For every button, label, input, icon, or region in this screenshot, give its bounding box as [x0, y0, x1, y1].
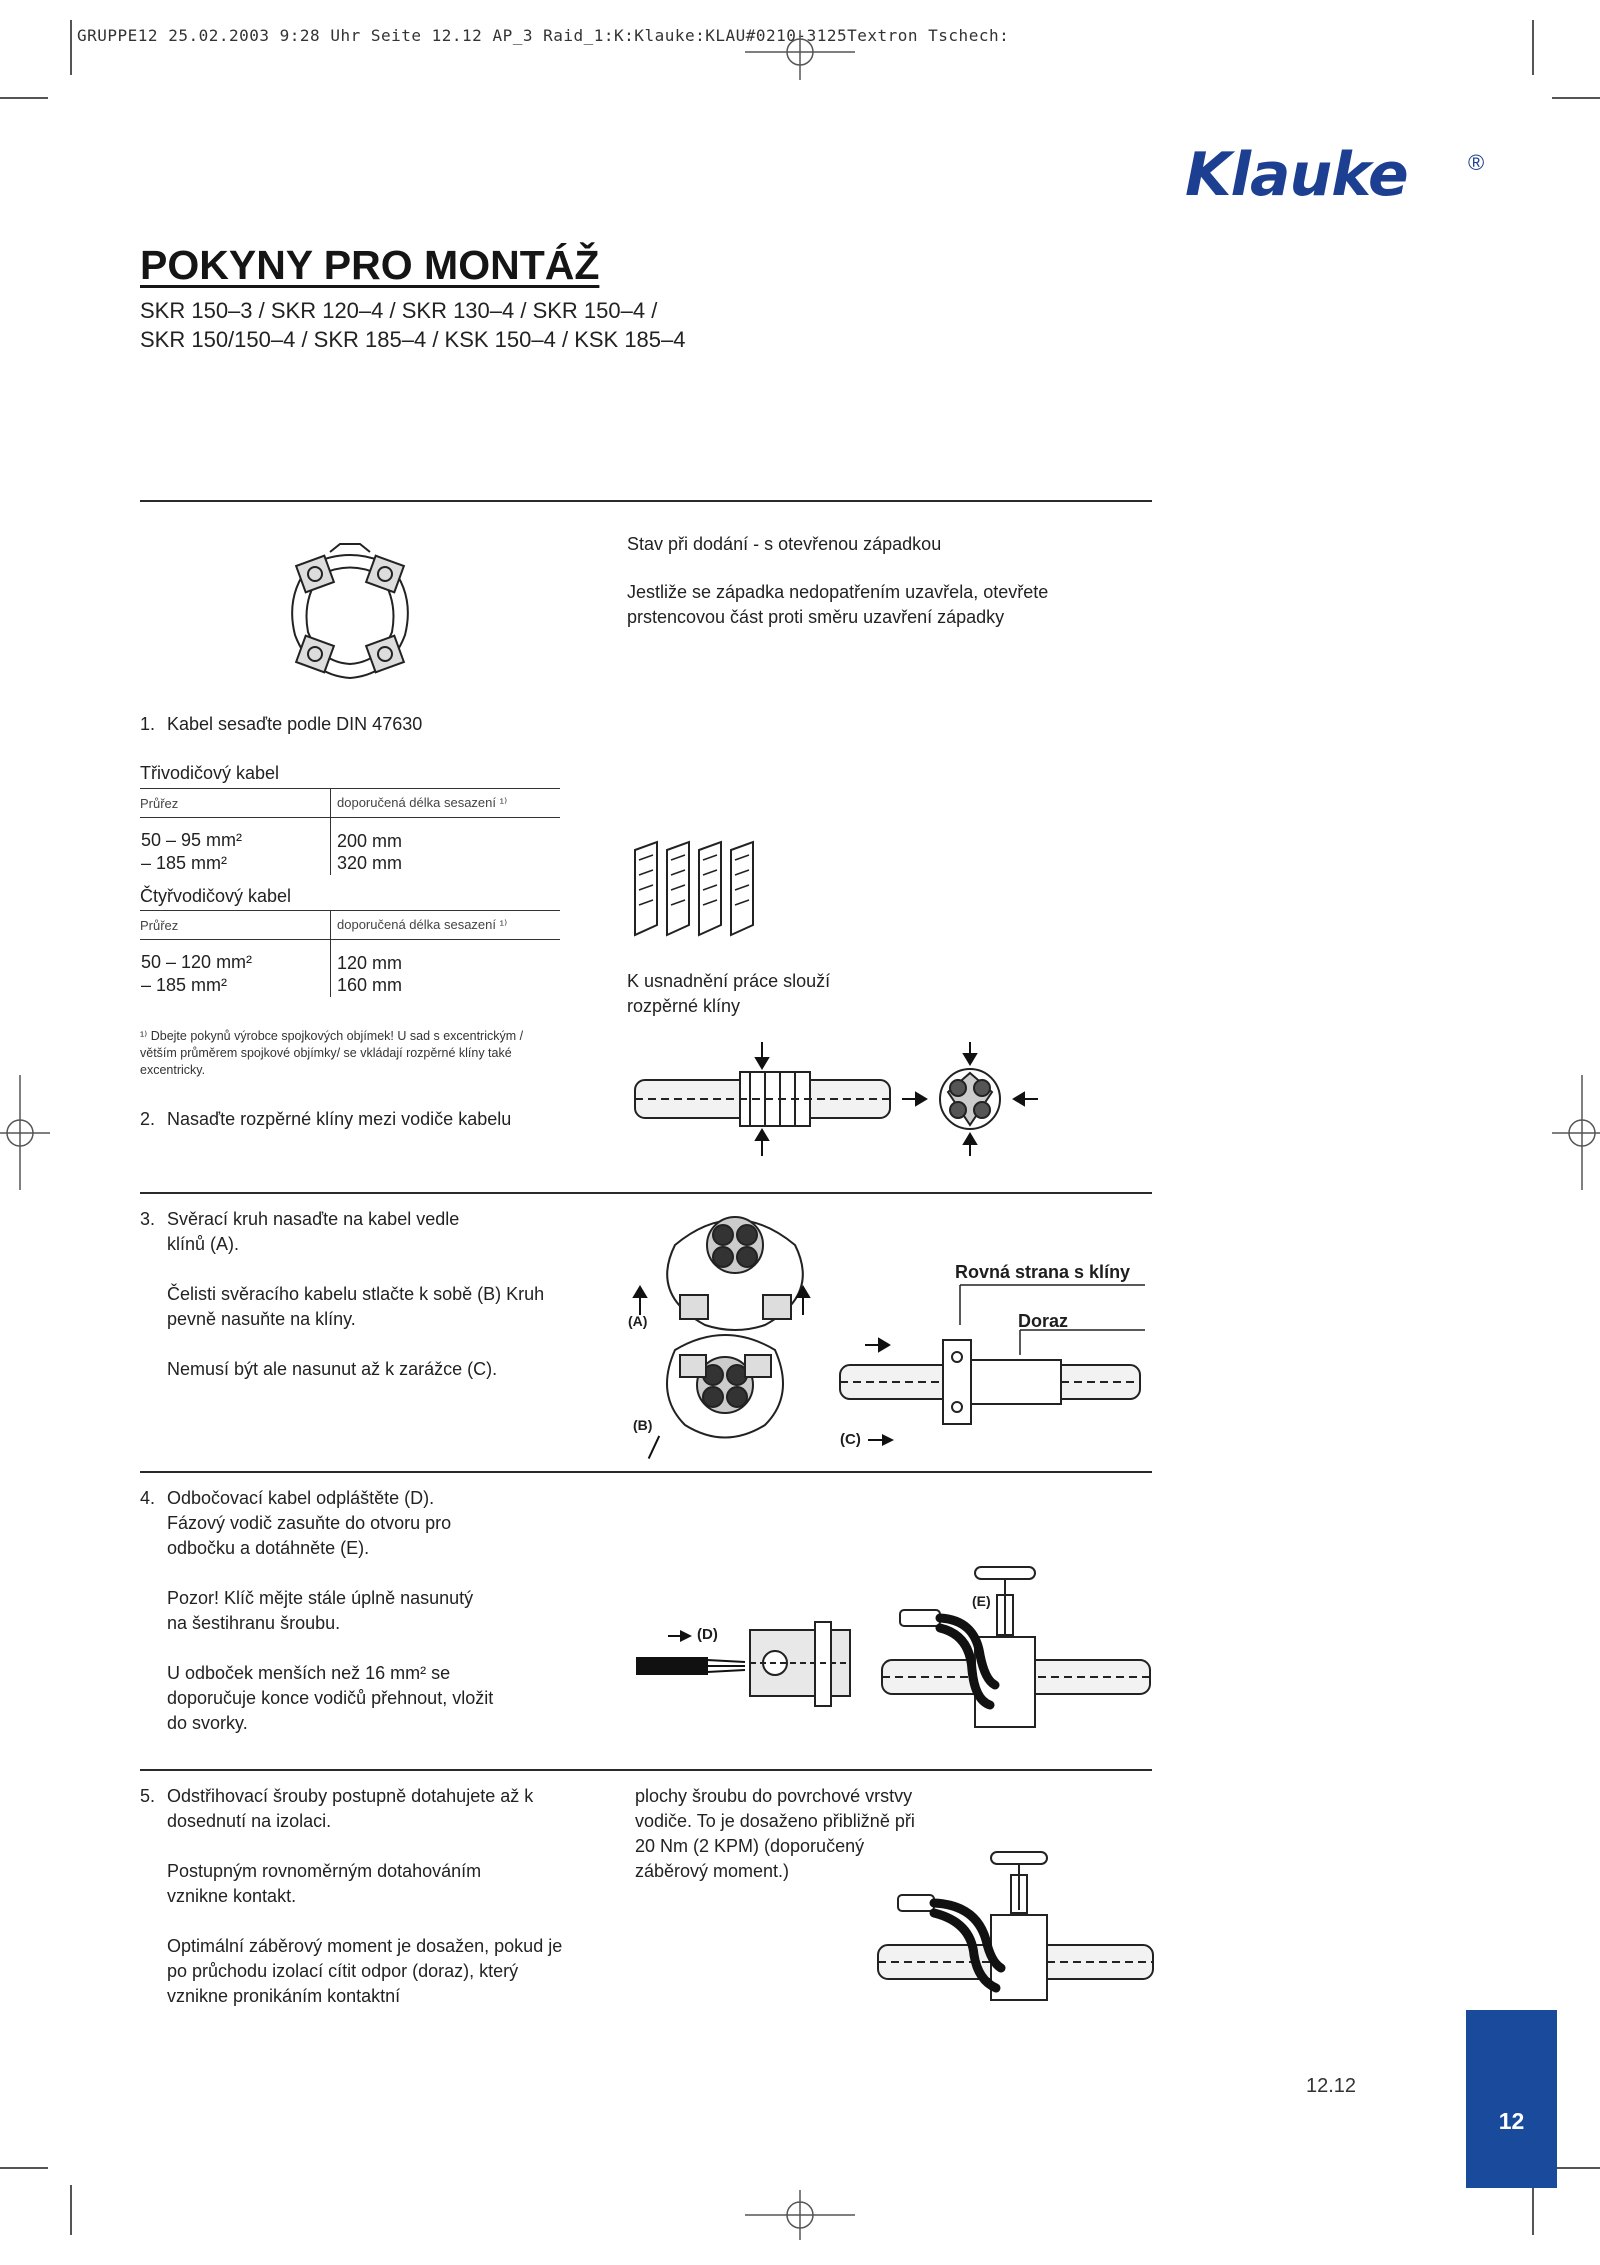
three-core-label: Třivodičový kabel	[140, 763, 280, 783]
klauke-logo	[1185, 140, 1408, 210]
step-number: 2.	[140, 1109, 156, 1129]
subtitle-line-1: SKR 150–3 / SKR 120–4 / SKR 130–4 / SKR 150–4 /	[140, 298, 658, 323]
table-cell: 120 mm	[337, 952, 403, 973]
branch-cable-stripped-figure	[635, 1620, 860, 1710]
step-4	[140, 1486, 580, 1736]
step-4-para-2: Pozor! Klíč mějte stále úplně nasunutý na šestihranu šroubu.	[167, 1588, 474, 1633]
logo-text: Klauke	[1185, 140, 1408, 210]
footnote-text: Dbejte pokynů výrobce spojkových objímek! U sad s excentrickým / větším průměrem spojkové objímky/ se vkládají rozpěrné klíny také excentricky.	[140, 1029, 524, 1077]
label-flat-side: Rovná strana s klíny	[955, 1262, 1131, 1282]
table-cell: 50 – 120 mm²	[140, 940, 331, 975]
step-3-para-2: Čelisti svěracího kabelu stlačte k sobě (B) Kruh pevně nasuňte na klíny.	[167, 1284, 545, 1329]
step-number: 1.	[140, 714, 156, 734]
step-text: Nasaďte rozpěrné klíny mezi vodiče kabelu	[167, 1109, 512, 1129]
step-2	[140, 1107, 511, 1132]
page-title: POKYNY PRO MONTÁŽ	[140, 242, 600, 288]
step-3-para-3: Nemusí být ale nasunut až k zarážce (C).	[167, 1359, 498, 1379]
step-4-para-3: U odboček menších než 16 mm² se doporučuje konce vodičů přehnout, vložit do svorky.	[167, 1663, 494, 1733]
subtitle	[140, 296, 686, 354]
table-cell: 200 mm	[337, 830, 403, 851]
column-header: doporučená délka sesazení ¹⁾	[337, 795, 508, 810]
shear-bolt-tightening-figure	[876, 1850, 1156, 2010]
section-divider	[140, 500, 1152, 502]
table-cell: 160 mm	[337, 975, 403, 995]
delivery-state-text: Stav při dodání - s otevřenou západkou	[627, 534, 942, 554]
page-reference: 12.12	[1306, 2075, 1357, 2097]
section-divider	[140, 1192, 1152, 1194]
step-number: 4.	[140, 1488, 156, 1508]
page-number-tab	[1466, 2010, 1557, 2188]
four-core-label: Čtyřvodičový kabel	[140, 886, 292, 906]
step-5	[140, 1784, 580, 2009]
page-number: 12	[1498, 2108, 1525, 2134]
step-4-para-1: Odbočovací kabel odpláštěte (D). Fázový vodič zasuňte do otvoru pro odbočku a dotáhněte (E).	[167, 1488, 452, 1558]
column-header: Průřez	[140, 911, 331, 940]
table-cell: 50 – 95 mm²	[140, 818, 331, 853]
subtitle-line-2: SKR 150/150–4 / SKR 185–4 / KSK 150–4 / KSK 185–4	[140, 327, 686, 352]
step-5-para-1: Odstřihovací šrouby postupně dotahujete až k dosednutí na izolaci.	[167, 1786, 534, 1831]
section-divider	[140, 1471, 1152, 1473]
step-text: Kabel sesaďte podle DIN 47630	[167, 714, 423, 734]
step-number: 5.	[140, 1786, 156, 1806]
wedges-caption: K usnadnění práce slouží rozpěrné klíny	[627, 971, 831, 1016]
registered-mark: ®	[1468, 150, 1485, 175]
four-core-table	[140, 910, 560, 997]
footnote	[140, 1028, 540, 1079]
clamp-on-cable-figure	[835, 1285, 1150, 1435]
step-5-para-right: plochy šroubu do povrchové vrstvy vodiče. To je dosaženo přibližně při 20 Nm (2 KPM) (doporučený záběrový moment.)	[635, 1786, 915, 1881]
step-5-para-2: Postupným rovnoměrným dotahováním vznikne kontakt.	[167, 1861, 482, 1906]
table-cell: 320 mm	[337, 853, 403, 873]
label-stop: Doraz	[1018, 1311, 1069, 1331]
table-cell: – 185 mm²	[140, 974, 331, 997]
label-e: (E)	[972, 1593, 991, 1609]
phase-conductor-tightening-figure	[880, 1565, 1155, 1735]
step-5-para-3: Optimální záběrový moment je dosažen, pokud je po průchodu izolací cítit odpor (doraz), který vznikne pronikáním kontaktní	[167, 1936, 563, 2006]
step-number: 3.	[140, 1209, 156, 1229]
label-a: (A)	[628, 1313, 648, 1329]
column-header: Průřez	[140, 789, 331, 818]
clamp-ring-figure-b	[625, 1285, 825, 1450]
label-b: (B)	[633, 1417, 653, 1433]
step-3	[140, 1207, 580, 1382]
three-core-table	[140, 788, 560, 875]
print-header: GRUPPE12 25.02.2003 9:28 Uhr Seite 12.12 AP_3 Raid_1:K:Klauke:KLAU#0210-3125Textron Tschech:	[77, 26, 1010, 45]
label-c: (C)	[840, 1431, 861, 1448]
spreading-wedges-figure	[625, 840, 775, 945]
clamp-ring-open-figure	[270, 540, 430, 690]
wedges-inserted-figure	[630, 1040, 1040, 1170]
step-3-para-1: Svěrací kruh nasaďte na kabel vedle klínů (A).	[167, 1209, 460, 1254]
footnote-mark: ¹⁾	[140, 1029, 148, 1043]
section-divider	[140, 1769, 1152, 1771]
column-header: doporučená délka sesazení ¹⁾	[337, 917, 508, 932]
table-cell: – 185 mm²	[140, 852, 331, 875]
step-1	[140, 712, 422, 737]
label-d: (D)	[697, 1626, 718, 1643]
latch-note-text: Jestliže se západka nedopatřením uzavřela, otevřete prstencovou část proti směru uzavření západky	[627, 582, 1049, 627]
